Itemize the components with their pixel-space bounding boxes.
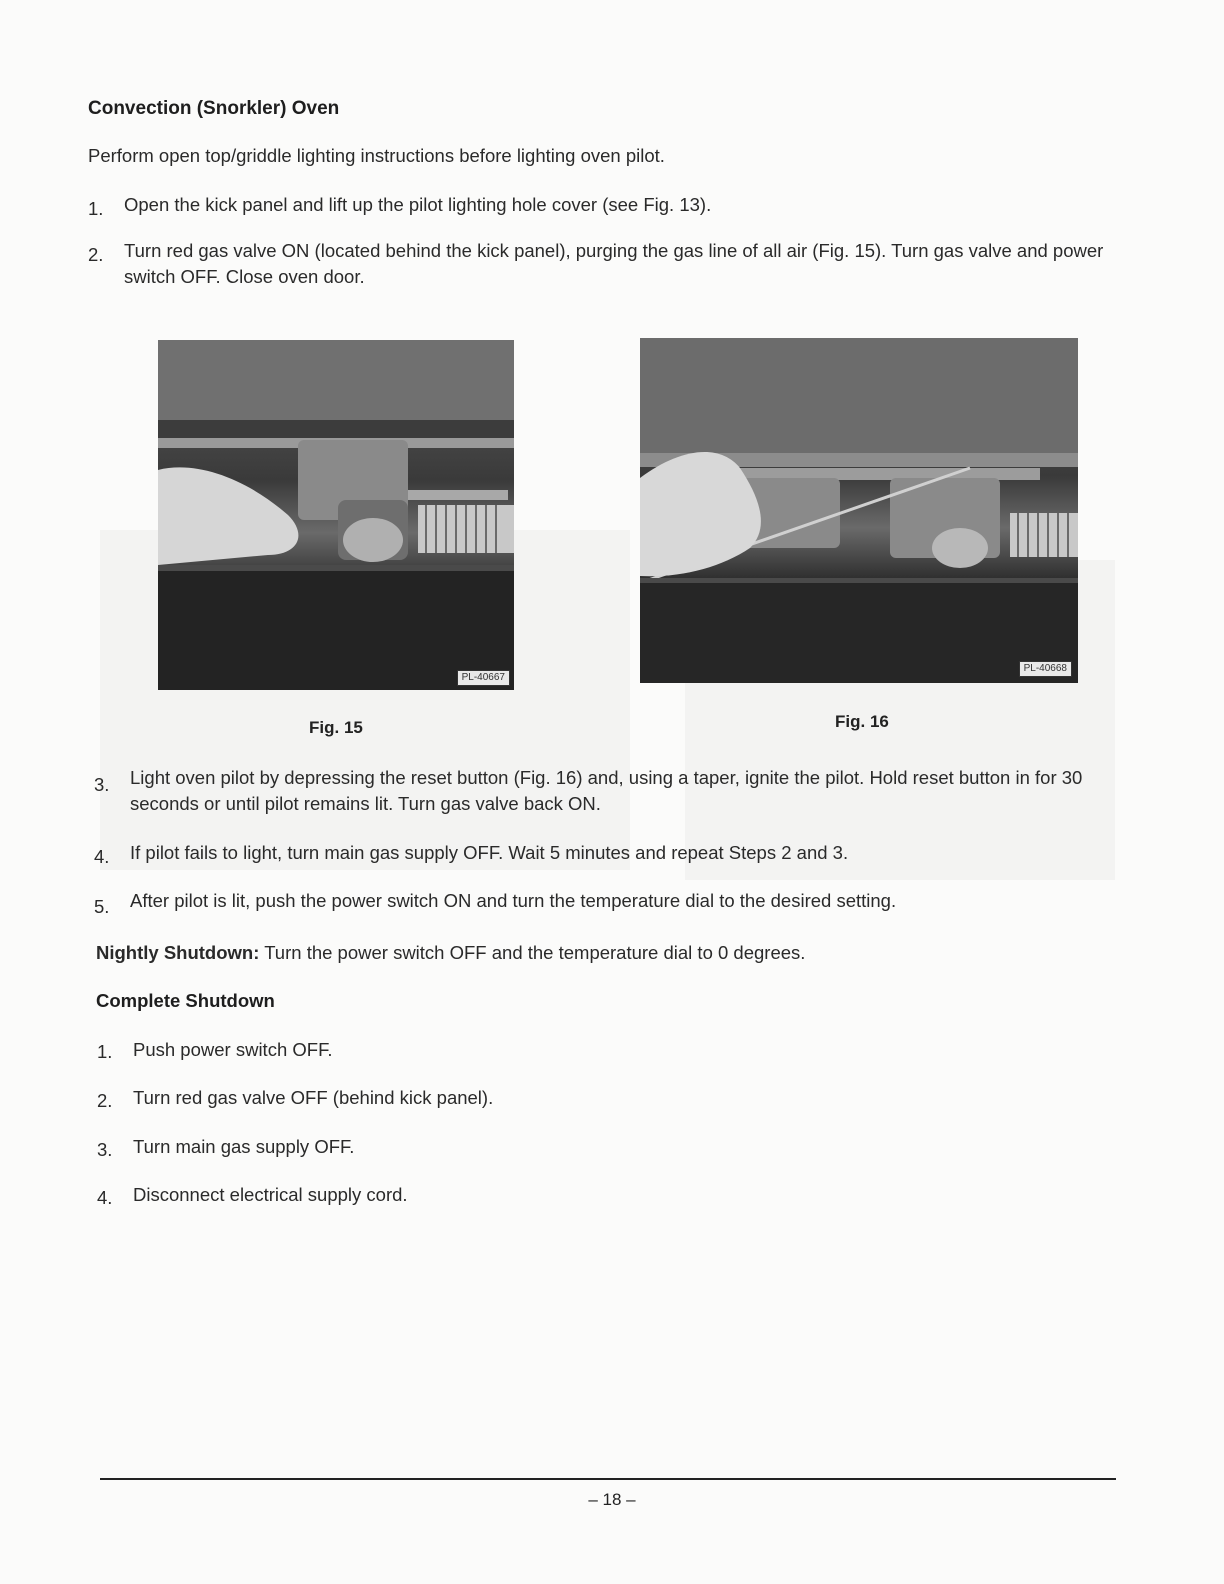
step-number: 4. [94, 846, 110, 867]
valve-photo-illustration [158, 340, 514, 690]
step-text: After pilot is lit, push the power switch ON and turn the temperature dial to the desired setting. [130, 890, 897, 911]
figure-15-photo [158, 340, 514, 690]
nightly-shutdown-paragraph [96, 940, 1106, 966]
step-number: 3. [97, 1139, 113, 1160]
step-number: 3. [94, 774, 110, 795]
step-text: Turn red gas valve ON (located behind the kick panel), purging the gas line of all air (Fig. 15). Turn gas valve and power switch OFF. Close oven door. [124, 240, 1104, 287]
step-number: 2. [88, 244, 104, 265]
step-text: Disconnect electrical supply cord. [133, 1184, 408, 1205]
step-number: 4. [97, 1187, 113, 1208]
step-text: Turn red gas valve OFF (behind kick panel). [133, 1087, 494, 1108]
plate-label: PL-40668 [1019, 661, 1072, 677]
figure-caption: Fig. 15 [309, 718, 363, 737]
nightly-shutdown-text: Turn the power switch OFF and the temperature dial to 0 degrees. [259, 942, 806, 963]
footer-rule [100, 1478, 1116, 1480]
reset-button-photo-illustration [640, 338, 1078, 683]
step-text: Turn main gas supply OFF. [133, 1136, 355, 1157]
intro-paragraph: Perform open top/griddle lighting instructions before lighting oven pilot. [88, 145, 665, 166]
figure-16-photo [640, 338, 1078, 683]
step-number: 1. [88, 198, 104, 219]
plate-label: PL-40667 [457, 670, 510, 686]
step-text: Push power switch OFF. [133, 1039, 333, 1060]
complete-shutdown-title: Complete Shutdown [96, 990, 275, 1011]
step-number: 2. [97, 1090, 113, 1111]
step-text: If pilot fails to light, turn main gas supply OFF. Wait 5 minutes and repeat Steps 2 and 3. [130, 842, 849, 863]
step-number: 5. [94, 896, 110, 917]
step-text: Open the kick panel and lift up the pilot lighting hole cover (see Fig. 13). [124, 194, 712, 215]
section-title: Convection (Snorkler) Oven [88, 98, 340, 119]
nightly-shutdown-label: Nightly Shutdown: [96, 942, 260, 963]
step-number: 1. [97, 1041, 113, 1062]
figure-caption: Fig. 16 [835, 712, 889, 731]
step-text: Light oven pilot by depressing the reset button (Fig. 16) and, using a taper, ignite the pilot. Hold reset button in for 30 seconds or until pilot remains lit. Turn gas valve back ON. [130, 767, 1083, 814]
page-number: – 18 – [588, 1490, 636, 1509]
